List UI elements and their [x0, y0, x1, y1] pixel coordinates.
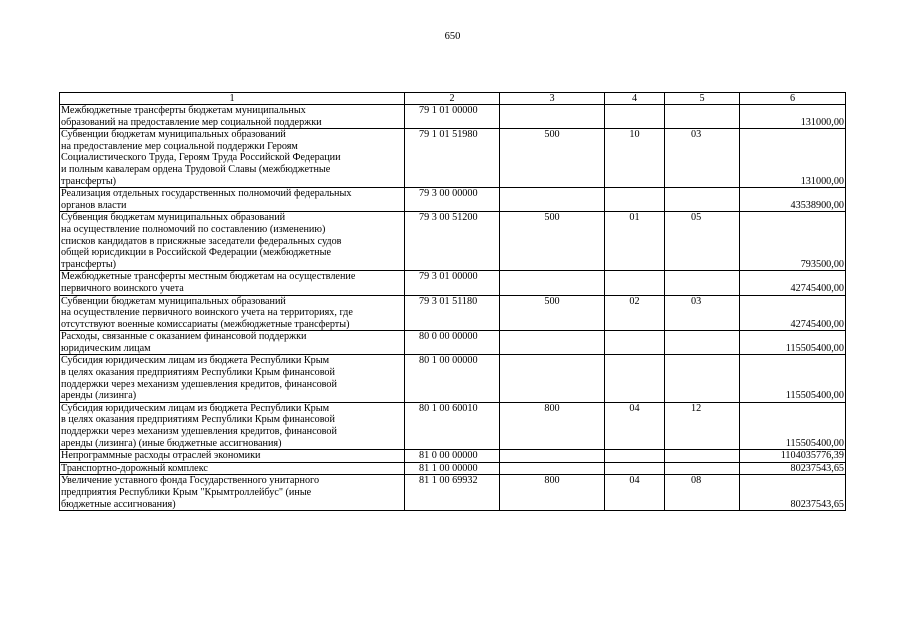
- row-name-cell: Увеличение уставного фонда Государственного унитарного предприятия Республики Крым "Крымтроллейбус" (иные бюджетные ассигнования): [60, 475, 405, 511]
- row-sum-cell: 115505400,00: [740, 331, 846, 355]
- row-vr-cell: 800: [500, 475, 605, 511]
- row-name-cell: Субвенция бюджетам муниципальных образований на осуществление полномочий по составлению (изменению) списков кандидатов в присяжные заседатели федеральных судов общей юрисдикции в Российской Федерации (межбюджетные трансферты): [60, 212, 405, 271]
- row-pr-cell: [665, 105, 740, 129]
- row-vr-cell: 500: [500, 212, 605, 271]
- row-code-cell: 80 1 00 60010: [405, 402, 500, 449]
- row-pr-cell: 12: [665, 402, 740, 449]
- row-code-cell: 79 3 00 51200: [405, 212, 500, 271]
- row-rz-cell: [605, 355, 665, 402]
- row-vr-cell: [500, 105, 605, 129]
- row-sum-cell: 115505400,00: [740, 355, 846, 402]
- table-row: [60, 355, 846, 402]
- row-rz-cell: [605, 331, 665, 355]
- row-rz-cell: 02: [605, 295, 665, 331]
- row-rz-cell: 01: [605, 212, 665, 271]
- row-name-cell: Непрограммные расходы отраслей экономики: [60, 450, 405, 463]
- row-pr-cell: 05: [665, 212, 740, 271]
- column-number: 6: [740, 93, 846, 105]
- table-row: [60, 188, 846, 212]
- row-pr-cell: [665, 355, 740, 402]
- page-number: 650: [444, 31, 461, 42]
- row-code-cell: 79 1 01 51980: [405, 129, 500, 188]
- column-number: 4: [605, 93, 665, 105]
- row-name-cell: Расходы, связанные с оказанием финансовой поддержки юридическим лицам: [60, 331, 405, 355]
- row-rz-cell: 10: [605, 129, 665, 188]
- row-name-cell: Субвенции бюджетам муниципальных образований на предоставление мер социальной поддержки Героям Социалистического Труда, Героям Труда Российской Федерации и полным кавалерам ордена Трудовой Славы (межбюджетные трансферты): [60, 129, 405, 188]
- row-sum-cell: 131000,00: [740, 105, 846, 129]
- table-row: [60, 212, 846, 271]
- row-pr-cell: 03: [665, 295, 740, 331]
- row-code-cell: 80 0 00 00000: [405, 331, 500, 355]
- row-vr-cell: [500, 450, 605, 463]
- table-row: [60, 105, 846, 129]
- row-rz-cell: [605, 188, 665, 212]
- row-vr-cell: [500, 355, 605, 402]
- row-rz-cell: 04: [605, 475, 665, 511]
- row-name-cell: Межбюджетные трансферты местным бюджетам на осуществление первичного воинского учета: [60, 271, 405, 295]
- row-code-cell: 79 3 01 51180: [405, 295, 500, 331]
- table-row: [60, 271, 846, 295]
- row-sum-cell: 80237543,65: [740, 462, 846, 475]
- row-rz-cell: [605, 450, 665, 463]
- table-row: [60, 450, 846, 463]
- row-rz-cell: [605, 105, 665, 129]
- row-code-cell: 81 1 00 00000: [405, 462, 500, 475]
- row-rz-cell: 04: [605, 402, 665, 449]
- row-vr-cell: 500: [500, 129, 605, 188]
- column-number-row: [60, 93, 846, 105]
- row-vr-cell: 800: [500, 402, 605, 449]
- column-number: 5: [665, 93, 740, 105]
- row-code-cell: 79 3 00 00000: [405, 188, 500, 212]
- row-vr-cell: [500, 331, 605, 355]
- row-pr-cell: [665, 331, 740, 355]
- row-rz-cell: [605, 271, 665, 295]
- table-row: [60, 331, 846, 355]
- row-sum-cell: 43538900,00: [740, 188, 846, 212]
- budget-table: [59, 92, 846, 511]
- row-sum-cell: 131000,00: [740, 129, 846, 188]
- row-name-cell: Реализация отдельных государственных полномочий федеральных органов власти: [60, 188, 405, 212]
- row-sum-cell: 115505400,00: [740, 402, 846, 449]
- table-row: [60, 129, 846, 188]
- row-name-cell: Транспортно-дорожный комплекс: [60, 462, 405, 475]
- row-sum-cell: 42745400,00: [740, 271, 846, 295]
- row-rz-cell: [605, 462, 665, 475]
- row-pr-cell: [665, 450, 740, 463]
- row-pr-cell: 03: [665, 129, 740, 188]
- row-code-cell: 79 3 01 00000: [405, 271, 500, 295]
- row-pr-cell: 08: [665, 475, 740, 511]
- table-row: [60, 462, 846, 475]
- row-name-cell: Межбюджетные трансферты бюджетам муниципальных образований на предоставление мер социальной поддержки: [60, 105, 405, 129]
- row-sum-cell: 80237543,65: [740, 475, 846, 511]
- table-row: [60, 475, 846, 511]
- table-row: [60, 402, 846, 449]
- row-pr-cell: [665, 462, 740, 475]
- row-pr-cell: [665, 271, 740, 295]
- row-vr-cell: [500, 271, 605, 295]
- row-vr-cell: [500, 188, 605, 212]
- table-row: [60, 295, 846, 331]
- row-name-cell: Субсидия юридическим лицам из бюджета Республики Крым в целях оказания предприятиям Республики Крым финансовой поддержки через механизм удешевления кредитов, финансовой аренды (лизинга) (иные бюджетные ассигнования): [60, 402, 405, 449]
- row-code-cell: 81 1 00 69932: [405, 475, 500, 511]
- row-code-cell: 80 1 00 00000: [405, 355, 500, 402]
- row-name-cell: Субвенции бюджетам муниципальных образований на осуществление первичного воинского учета на территориях, где отсутствуют военные комиссариаты (межбюджетные трансферты): [60, 295, 405, 331]
- row-sum-cell: 793500,00: [740, 212, 846, 271]
- row-name-cell: Субсидия юридическим лицам из бюджета Республики Крым в целях оказания предприятиям Республики Крым финансовой поддержки через механизм удешевления кредитов, финансовой аренды (лизинга): [60, 355, 405, 402]
- row-sum-cell: 42745400,00: [740, 295, 846, 331]
- row-sum-cell: 1104035776,39: [740, 450, 846, 463]
- row-vr-cell: 500: [500, 295, 605, 331]
- row-vr-cell: [500, 462, 605, 475]
- row-code-cell: 79 1 01 00000: [405, 105, 500, 129]
- column-number: 3: [500, 93, 605, 105]
- row-pr-cell: [665, 188, 740, 212]
- column-number: 2: [405, 93, 500, 105]
- row-code-cell: 81 0 00 00000: [405, 450, 500, 463]
- column-number: 1: [60, 93, 405, 105]
